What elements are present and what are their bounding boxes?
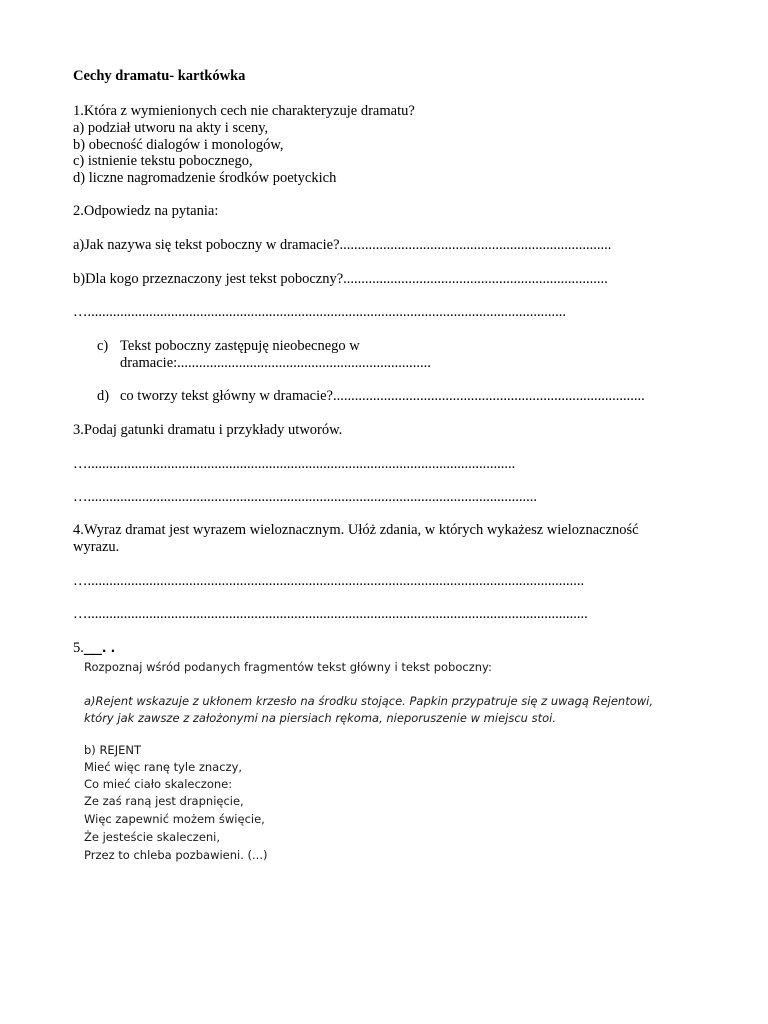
q2d-text: co tworzy tekst główny w dramacie? [120, 388, 333, 404]
q4-question-line-1: 4.Wyraz dramat jest wyrazem wieloznacznym. Ułóż zdania, w których wykażesz wieloznaczność [73, 522, 639, 538]
q4-answer-line-2: ….......................................................................................................................................... [73, 606, 588, 622]
q2a-answer-line: ........................................................................... [339, 237, 612, 253]
q2d-marker: d) [97, 388, 110, 404]
q5-fragment-b-line-4: Ze zaś raną jest drapnięcie, [84, 794, 244, 808]
q2c-continuation [120, 355, 431, 372]
q5-fragment-a-line-1: a)Rejent wskazuje z ukłonem krzesło na środku stojące. Papkin przypatruje się z uwagą Rejentowi, [84, 694, 654, 708]
q3-answer-line-1: …...................................................................................................................... [73, 456, 516, 472]
page-title: Cechy dramatu- kartkówka [73, 68, 246, 84]
q1-option-a: a) podział utworu na akty i sceny, [73, 120, 269, 136]
q2a-text: a)Jak nazywa się tekst poboczny w dramacie? [73, 237, 340, 253]
q5-fragment-b-line-7: Przez to chleba pozbawieni. (...) [84, 848, 268, 862]
q2c-answer-line: ...................................................................... [177, 355, 431, 371]
q5-instruction: Rozpoznaj wśród podanych fragmentów tekst główny i tekst poboczny: [84, 660, 492, 674]
q2c-text-2: dramacie: [120, 355, 178, 371]
q2b-question [73, 271, 608, 288]
q5-fragment-b-line-5: Więc zapewnić możem święcie, [84, 812, 265, 826]
q5-fragment-b-line-2: Mieć więc ranę tyle znaczy, [84, 760, 243, 774]
q1-option-d: d) liczne nagromadzenie środków poetyckich [73, 170, 337, 186]
q1-option-b: b) obecność dialogów i monologów, [73, 137, 284, 153]
q2d-question [120, 388, 645, 405]
q5-fragment-a-line-2: który jak zawsze z założonymi na piersiach rękoma, nieporuszenie w miejscu stoi. [84, 711, 556, 725]
q4-question-line-2: wyrazu. [73, 539, 120, 555]
q5-fragment-b-line-3: Co mieć ciało skaleczone: [84, 777, 233, 791]
q3-answer-line-2: …............................................................................................................................ [73, 489, 537, 505]
q1-question: 1.Która z wymienionych cech nie charakteryzuje dramatu? [73, 103, 415, 119]
q2a-question [73, 237, 611, 254]
q5-fragment-b-line-1: b) REJENT [84, 743, 141, 757]
q2b-text: b)Dla kogo przeznaczony jest tekst poboczny? [73, 271, 344, 287]
q5-fragment-b-line-6: Że jesteście skaleczeni, [84, 830, 221, 844]
q2c-marker: c) [97, 338, 109, 354]
q2-extra-answer-line: ….................................................................................................................................... [73, 304, 566, 320]
q2c-text: Tekst poboczny zastępuję nieobecnego w [120, 338, 360, 354]
q2d-answer-line: ...................................................................................... [333, 388, 645, 404]
q4-answer-line-1: …......................................................................................................................................... [73, 573, 585, 589]
q5-number [73, 640, 115, 657]
q2-heading: 2.Odpowiedz na pytania: [73, 203, 219, 219]
q3-heading: 3.Podaj gatunki dramatu i przykłady utworów. [73, 422, 343, 438]
q5-mark: ___. . [83, 641, 116, 655]
q5-number-text: 5. [73, 640, 84, 656]
q1-option-c: c) istnienie tekstu pobocznego, [73, 153, 253, 169]
q2b-answer-line: ......................................................................... [343, 271, 608, 287]
